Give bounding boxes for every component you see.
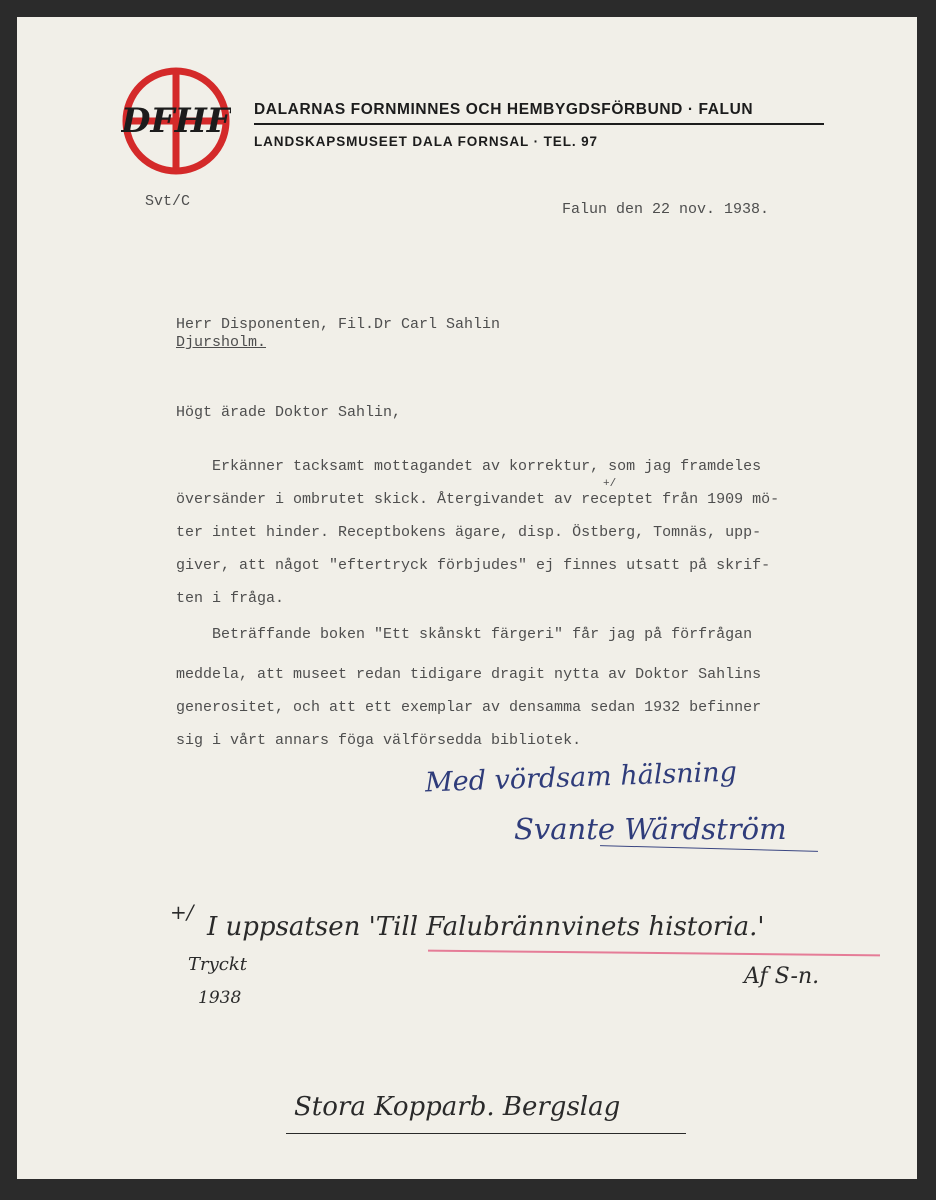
insertion-mark: +/ bbox=[603, 478, 617, 490]
letter-date: Falun den 22 nov. 1938. bbox=[562, 201, 770, 218]
handwritten-closing: Med vördsam hälsning bbox=[424, 756, 738, 799]
body-line: meddela, att museet redan tidigare dragit nytta av Doktor Sahlins bbox=[176, 666, 762, 683]
logo-monogram: DFHF bbox=[121, 101, 231, 141]
letterhead-organization: DALARNAS FORNMINNES OCH HEMBYGDSFÖRBUND · FALUN bbox=[254, 101, 754, 118]
reference-code: Svt/C bbox=[145, 193, 191, 210]
body-line: ten i fråga. bbox=[176, 590, 285, 607]
printed-label: Tryckt bbox=[188, 954, 248, 975]
author-initials: Af S-n. bbox=[744, 964, 820, 989]
handwritten-signature: Svante Wärdström bbox=[514, 812, 787, 846]
recipient-name: Herr Disponenten, Fil.Dr Carl Sahlin bbox=[176, 316, 501, 333]
body-line: sig i vårt annars föga välförsedda bibliotek. bbox=[176, 732, 582, 749]
body-line: generositet, och att ett exemplar av densamma sedan 1932 befinner bbox=[176, 699, 762, 716]
printed-year: 1938 bbox=[198, 988, 242, 1008]
body-line: ter intet hinder. Receptbokens ägare, disp. Östberg, Tomnäs, upp- bbox=[176, 524, 762, 541]
body-line: Beträffande boken "Ett skånskt färgeri" får jag på förfrågan bbox=[176, 626, 753, 643]
archive-note: Stora Kopparb. Bergslag bbox=[294, 1092, 621, 1122]
handwritten-footnote: I uppsatsen 'Till Falubrännvinets historia.' bbox=[207, 912, 765, 942]
recipient-place: Djursholm. bbox=[176, 334, 267, 351]
body-line: Erkänner tacksamt mottagandet av korrektur, som jag framdeles bbox=[176, 458, 762, 475]
salutation: Högt ärade Doktor Sahlin, bbox=[176, 404, 402, 421]
body-line: giver, att något "eftertryck förbjudes" ej finnes utsatt på skrif- bbox=[176, 557, 771, 574]
archive-underline bbox=[286, 1133, 686, 1134]
society-logo bbox=[121, 66, 231, 176]
footnote-mark: +/ bbox=[170, 900, 194, 924]
letterhead-museum: LANDSKAPSMUSEET DALA FORNSAL · TEL. 97 bbox=[254, 134, 598, 149]
letter-page bbox=[17, 17, 917, 1179]
body-line: översänder i ombrutet skick. Återgivandet av receptet från 1909 mö- bbox=[176, 491, 780, 508]
letterhead-rule bbox=[254, 123, 824, 125]
